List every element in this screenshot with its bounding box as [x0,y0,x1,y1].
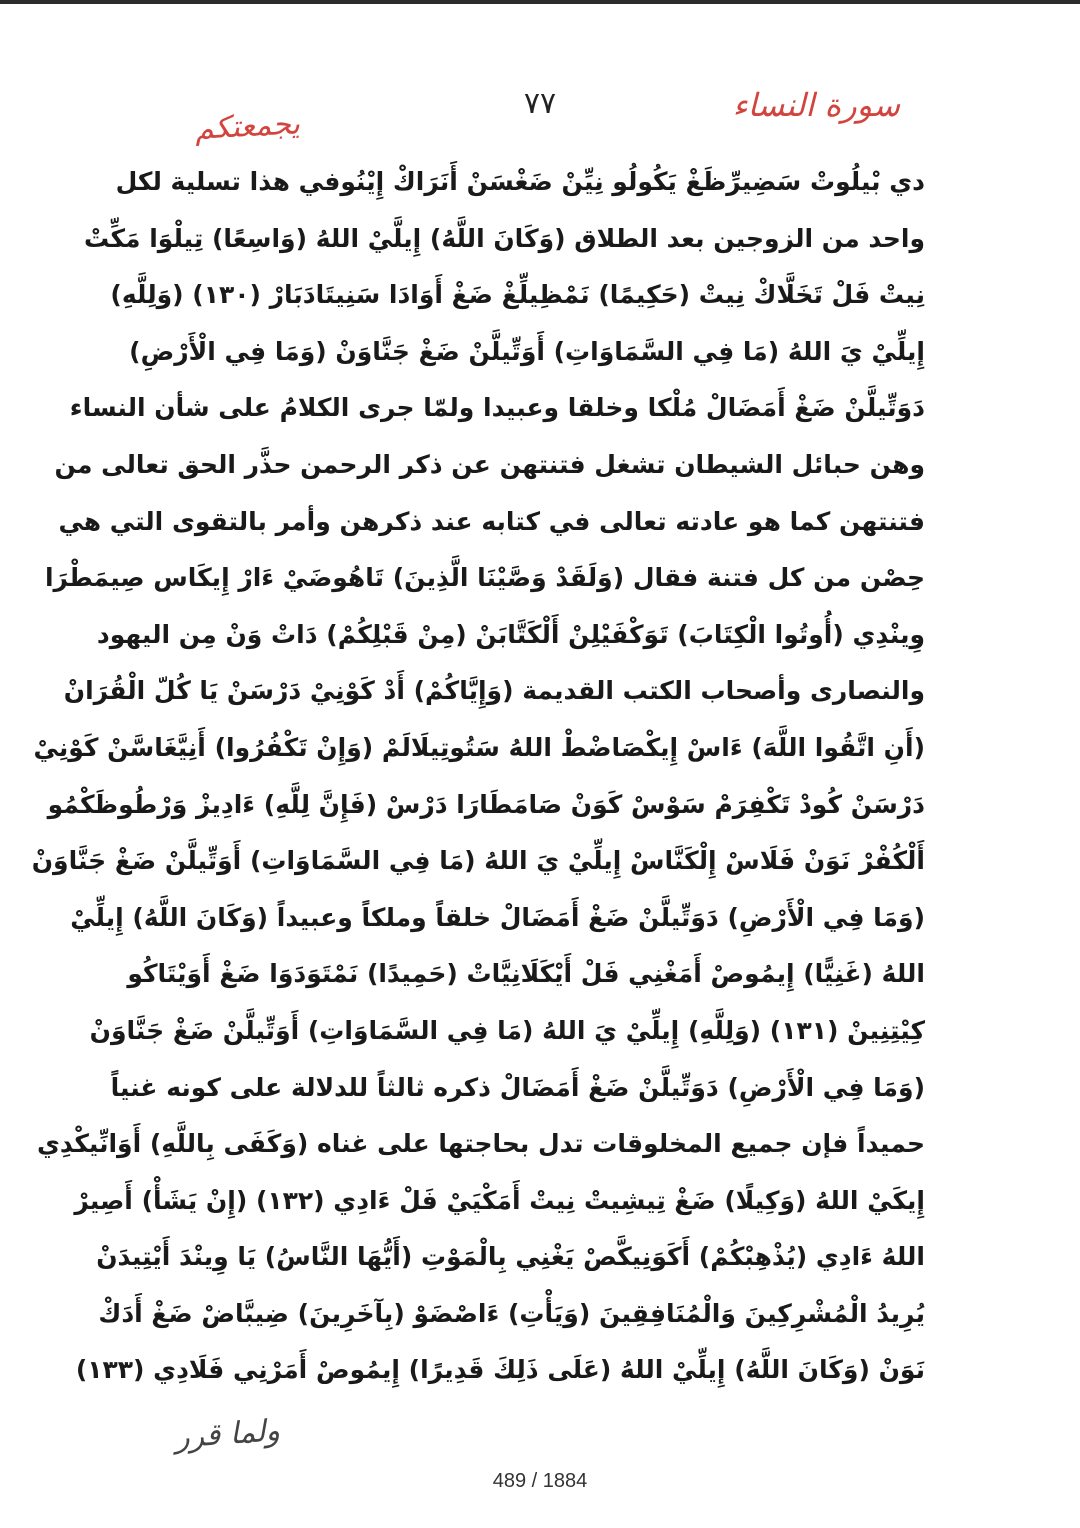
text-line: نَوَنْ (وَكَانَ اللَّهُ) إِيلِّيْ اللهُ (عَلَى ذَلِكَ قَدِيرًا) إِيمُوصْ أَمَرْنِي فَلَادِي (١٣٣) [75,1355,925,1385]
text-line: (وَمَا فِي الْأَرْضِ) دَوَتِّيلَّنْ ضَغْ أَمَضَالْ ذكره ثالثاً للدلالة على كونه غنياً [110,1072,925,1102]
text-line: حميداً فإن جميع المخلوقات تدل بحاجتها على غناه (وَكَفَى بِاللَّهِ) أَوَانِّيكْدِي [36,1129,925,1159]
page-number: ٧٧ [523,86,557,121]
top-border [0,0,1080,4]
text-line: اللهُ (غَنِيًّا) إِيمُوصْ أَمَغْنِي فَلْ أَيْكَلَانِيَّاتْ (حَمِيدًا) نَمْتَوَدَوَا ضَغْ أَوَيْتَاكُو [127,959,925,989]
text-line: فتنتهن كما هو عادته تعالى في كتابه عند ذكرهن وأمر بالتقوى التي هي [58,506,925,536]
text-line: أَلْكُفْرْ نَوَنْ فَلَاسْ إِلْكَنَّاسْ إِيلِّيْ يَ اللهُ (مَا فِي السَّمَاوَاتِ) أَوَتِّيلَّنْ ضَغْ جَنَّاوَنْ [31,846,925,876]
text-line: (أَنِ اتَّقُوا اللَّهَ) ءَاسْ إِيكْصَاضْطْ اللهُ سَتُوتِيلَالَمْ (وَإِنْ تَكْفُرُوا) أَنِيَّغَاسَّنْ كَوْنِيْ [33,732,925,762]
main-text [31,154,925,1399]
text-line: نِيتْ فَلْ تَخَلَّاكْ نِيتْ (حَكِيمًا) نَمْظِيلِّغْ ضَغْ أَوَادَا سَنِيتَادَبَارْ (١٣٠) (وَلِلَّهِ) [110,280,925,310]
text-line: (وَمَا فِي الْأَرْضِ) دَوَتِّيلَّنْ ضَغْ أَمَضَالْ خلقاً وملكاً وعبيداً (وَكَانَ اللَّهُ) إِيلِّيْ [70,902,925,932]
text-line: اللهُ ءَادِي (يُذْهِبْكُمْ) أَكَوَنِيكَّصْ يَغْنِي بِالْمَوْتِ (أَيُّهَا النَّاسُ) يَا وِينْدَ أَيْتِيدَنْ [96,1242,925,1272]
handwritten-bottom-note: ولما قرر [173,1413,282,1456]
text-line: إِيلِّيْ يَ اللهُ (مَا فِي السَّمَاوَاتِ) أَوَتِّيلَّنْ ضَغْ جَنَّاوَنْ (وَمَا فِي الْأَرْضِ) [129,336,925,366]
text-line: كِيْتِنِينْ (١٣١) (وَلِلَّهِ) إِيلِّيْ يَ اللهُ (مَا فِي السَّمَاوَاتِ) أَوَتِّيلَّنْ ضَغْ جَنَّاوَنْ [89,1015,925,1045]
handwritten-surah-note: سورة النساء [732,86,900,124]
handwritten-margin-note: يجمعتكم [194,106,301,147]
text-line: والنصارى وأصحاب الكتب القديمة (وَإِيَّاكُمْ) أَدْ كَوْنِيْ دَرْسَنْ يَا كُلّ الْقُرَانْ [63,676,925,706]
text-line: دي بْيلُوتْ سَضِيرِّظَغْ يَكُولُو نِيِّنْ ضَغْسَنْ أَنَرَاكْ إِيْنُوفي هذا تسلية لكل [115,167,925,196]
text-line: وهن حبائل الشيطان تشغل فتنتهن عن ذكر الرحمن حذَّر الحق تعالى من [54,449,925,479]
text-line: دَوَتِّيلَّنْ ضَغْ أَمَضَالْ مُلْكا وخلقا وعبيدا ولمّا جرى الكلامُ على شأن النساء [69,393,925,423]
text-line: حِصْن من كل فتنة فقال (وَلَقَدْ وَصَّيْنَا الَّذِينَ) تَاهُوضَيْ ءَارْ إِيكَاس صِيمَطْرَا [44,563,925,593]
text-line: وِينْدِي (أُوتُوا الْكِتَابَ) تَوَكْفَيْلِنْ أَلْكَتَّابَنْ (مِنْ قَبْلِكُمْ) دَاتْ وَنْ مِن اليهود [96,619,925,649]
text-line: واحد من الزوجين بعد الطلاق (وَكَانَ اللَّهُ) إِيلَّيْ اللهُ (وَاسِعًا) تِيلْوَا مَكِّتْ [84,223,925,253]
text-line: دَرْسَنْ كُودْ تَكْفِرَمْ سَوْسْ كَوَنْ صَامَطَارَا دَرْسْ (فَإِنَّ لِلَّهِ) ءَادِيزْ وَرْطُوظَكْمُو [47,789,925,819]
text-line: إِيكَيْ اللهُ (وَكِيلًا) ضَغْ تِيشِيتْ نِيتْ أَمَكْيَيْ فَلْ ءَادِي (١٣٢) (إِنْ يَشَأْ) أَصِيرْ [74,1185,925,1215]
page-counter: 489 / 1884 [492,1470,588,1492]
text-line: يُرِيدُ الْمُشْرِكِينَ وَالْمُنَافِقِينَ (وَيَأْتِ) ءَاصْضَوْ (بِآخَرِينَ) ضِيبَّاضْ ضَغْ أَدَكْ [98,1298,925,1328]
